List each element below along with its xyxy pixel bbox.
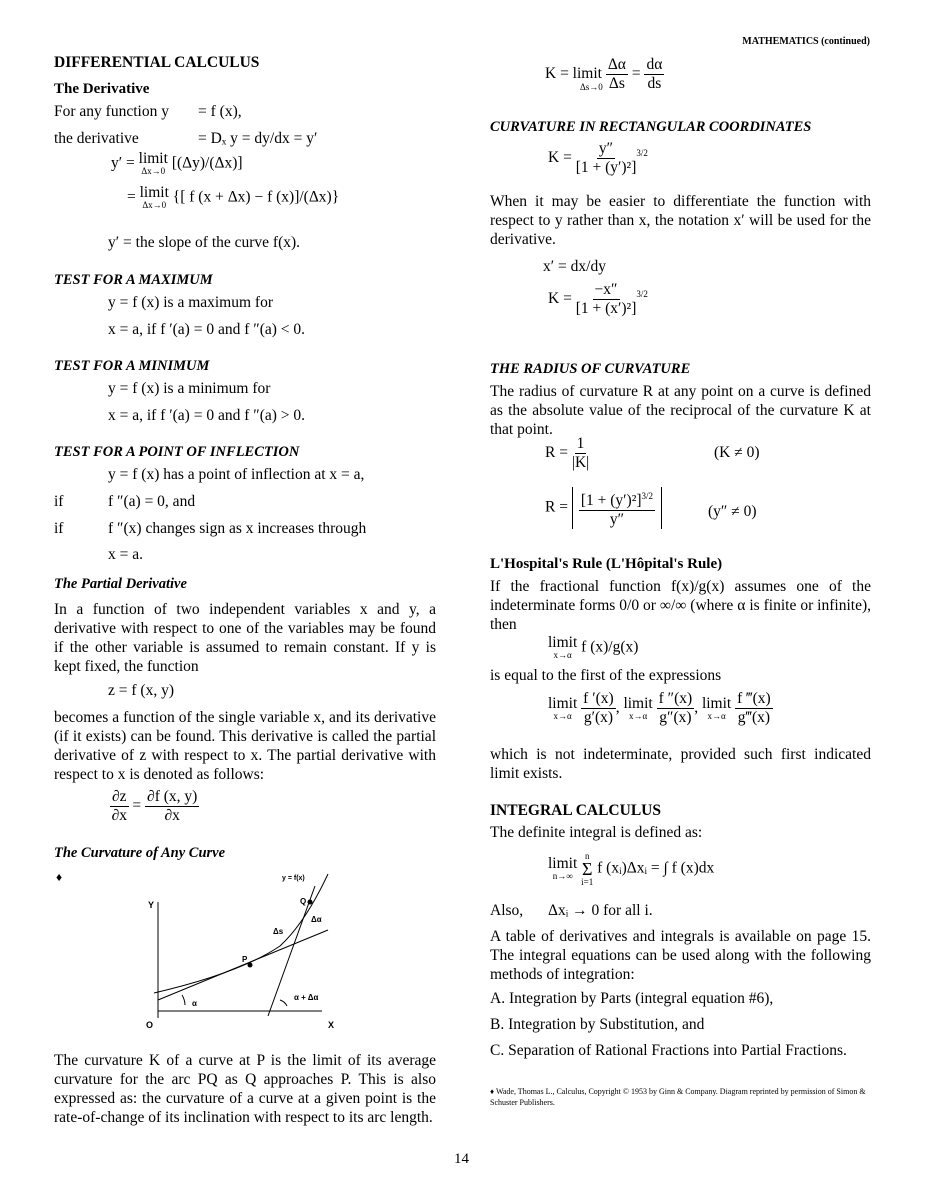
curvature-k2: K = $\frac{-x''}{\text{[1 + (x′)²]}}$ $^{3/2}$ [548,281,648,317]
derivative-line2-label: the derivative [54,130,139,147]
label-X: X [328,1020,335,1030]
running-header: MATHEMATICS (continued) [742,36,870,47]
integral-paragraph2: A table of derivatives and integrals is available on page 15. The integral equations can be used along with the following methods of integration: [490,928,871,983]
inflection-line2: f ″(a) = 0, and [108,493,196,510]
label-alpha-plus: α + Δα [294,993,319,1002]
curvature-limit-formula: K = limit $\frac{\Delta\alpha}{\Delta s}$ = $\frac{d\alpha}{ds}$ [545,56,663,92]
lhospital-paragraph1: If the fractional function f(x)/g(x) assumes one of the indeterminate forms 0/0 or ∞/∞ (where α is finite or infinite), then [490,578,871,633]
maximum-line1: y = f (x) is a maximum for [108,294,273,311]
radius-condition1: (K ≠ 0) [714,444,760,461]
alpha-arc [182,995,185,1005]
heading-rectangular: CURVATURE IN RECTANGULAR COORDINATES [490,119,812,135]
radius-formula2: R = $\frac{[1 + (y')^2]^{3/2}}{y''}$ [545,487,662,529]
lhospital-expressions: limit x→α $\frac{f '(x)}{g'(x)}$ , limit x→α $\frac{f ''(x)}{g''(x)}$ , limit x→α $\frac{f ‴(x)}{g‴(x)}$ [548,690,771,726]
radius-formula1: R = $\frac{1}{|K|}$ [545,435,590,471]
inflection-if1: if [54,493,64,510]
footnote: ♦ Wade, Thomas L., Calculus, Copyright © 1953 by Ginn & Company. Diagram reprinted by permission of Simon & Schuster Publishers. [490,1087,866,1107]
heading-minimum: TEST FOR A MINIMUM [54,358,210,374]
label-Y: Y [148,900,155,910]
partial-derivative-formula: $\frac{\partial z}{\partial x}$ = $\frac{\partial f (x, y)}{\partial x}$ [111,788,198,824]
derivative-line1-value: = f (x), [198,103,242,120]
lhospital-paragraph3: which is not indeterminate, provided such first indicated limit exists. [490,746,871,782]
integration-method-a: A. Integration by Parts (integral equation #6), [490,990,774,1007]
heading-derivative: The Derivative [54,81,150,97]
label-O: O [146,1020,154,1030]
radius-paragraph: The radius of curvature R at any point on a curve is defined as the absolute value of the reciprocal of the curvature K at that point. [490,383,871,438]
slope-definition: y′ = the slope of the curve f(x). [108,234,301,251]
inflection-line1: y = f (x) has a point of inflection at x = a, [108,466,365,483]
curve [154,874,328,993]
label-yfx: y = f(x) [282,875,305,882]
page-number: 14 [454,1151,469,1167]
radius-condition2: (y″ ≠ 0) [708,503,757,520]
rect-paragraph: When it may be easier to differentiate the function with respect to y rather than x, the notation x′ will be used for the derivative. [490,193,871,248]
section-title-differential: DIFFERENTIAL CALCULUS [54,54,260,71]
alpha-plus-arc [280,1000,287,1006]
derivative-eq1: y′ = limit Δx→0 [(Δy)/(Δx)] [111,150,243,176]
partial-function: z = f (x, y) [108,682,174,699]
maximum-line2: x = a, if f ′(a) = 0 and f ″(a) < 0. [108,321,306,338]
minimum-line1: y = f (x) is a minimum for [108,380,271,397]
label-alpha: α [192,999,197,1008]
lhospital-paragraph2: is equal to the first of the expressions [490,667,722,684]
section-title-integral: INTEGRAL CALCULUS [490,802,661,819]
derivative-eq2: = limit Δx→0 {[ f (x + Δx) − f (x)]/(Δx)} [127,184,340,210]
integral-also-label: Also, [490,902,524,919]
point-q [308,900,313,905]
derivative-line1-label: For any function y [54,103,169,120]
partial-paragraph1: In a function of two independent variables x and y, a derivative with respect to one of the variables may be found if the other variable is assumed to remain constant. If y is kept fixed, the function [54,601,436,675]
integral-definition: limit n→∞ n Σ i=1 f (xᵢ)Δxᵢ = ∫ f (x)dx [548,851,715,887]
tangent-p [158,930,328,1000]
curvature-paragraph: The curvature K of a curve at P is the limit of its average curvature for the arc PQ as Q approaches P. This is also expressed as: the curvature of a curve at a given point is the rate-of-change of its inclination with respect to its arc length. [54,1052,436,1126]
label-da: Δα [311,915,322,924]
curvature-diagram [130,868,350,1038]
curvature-limit-sub: Δs→0 [580,82,603,92]
minimum-line2: x = a, if f ′(a) = 0 and f ″(a) > 0. [108,407,306,424]
heading-curvature: The Curvature of Any Curve [54,845,226,861]
label-P: P [242,955,248,964]
label-Q: Q [300,897,307,906]
integral-also-expr: Δxᵢ → 0 for all i. [548,902,653,919]
xprime-definition: x′ = dx/dy [543,258,606,275]
curvature-k1: K = $\frac{y''}{\text{[1 + (y′)²]}}$ $^{3/2}$ [548,140,648,176]
lhospital-limit: limit x→α f (x)/g(x) [548,634,639,660]
point-p [248,963,253,968]
integral-paragraph1: The definite integral is defined as: [490,824,703,841]
partial-paragraph2: becomes a function of the single variable x, and its derivative (if it exists) can be found. This derivative is called the partial derivative of z with respect to x. The partial derivative with respect to x is denoted as follows: [54,709,436,783]
inflection-line3: f ″(x) changes sign as x increases through [108,520,367,537]
diamond-marker: ♦ [56,870,63,884]
inflection-line4: x = a. [108,546,143,563]
integration-method-b: B. Integration by Substitution, and [490,1016,705,1033]
heading-partial: The Partial Derivative [54,576,187,592]
label-ds: Δs [273,927,284,936]
inflection-if2: if [54,520,64,537]
derivative-line2-value: = Dₓ y = dy/dx = y′ [198,130,318,147]
heading-maximum: TEST FOR A MAXIMUM [54,272,213,288]
heading-radius: THE RADIUS OF CURVATURE [490,361,691,377]
integration-method-c: C. Separation of Rational Fractions into Partial Fractions. [490,1042,847,1059]
heading-inflection: TEST FOR A POINT OF INFLECTION [54,444,300,460]
heading-lhospital: L'Hospital's Rule (L'Hôpital's Rule) [490,556,723,572]
